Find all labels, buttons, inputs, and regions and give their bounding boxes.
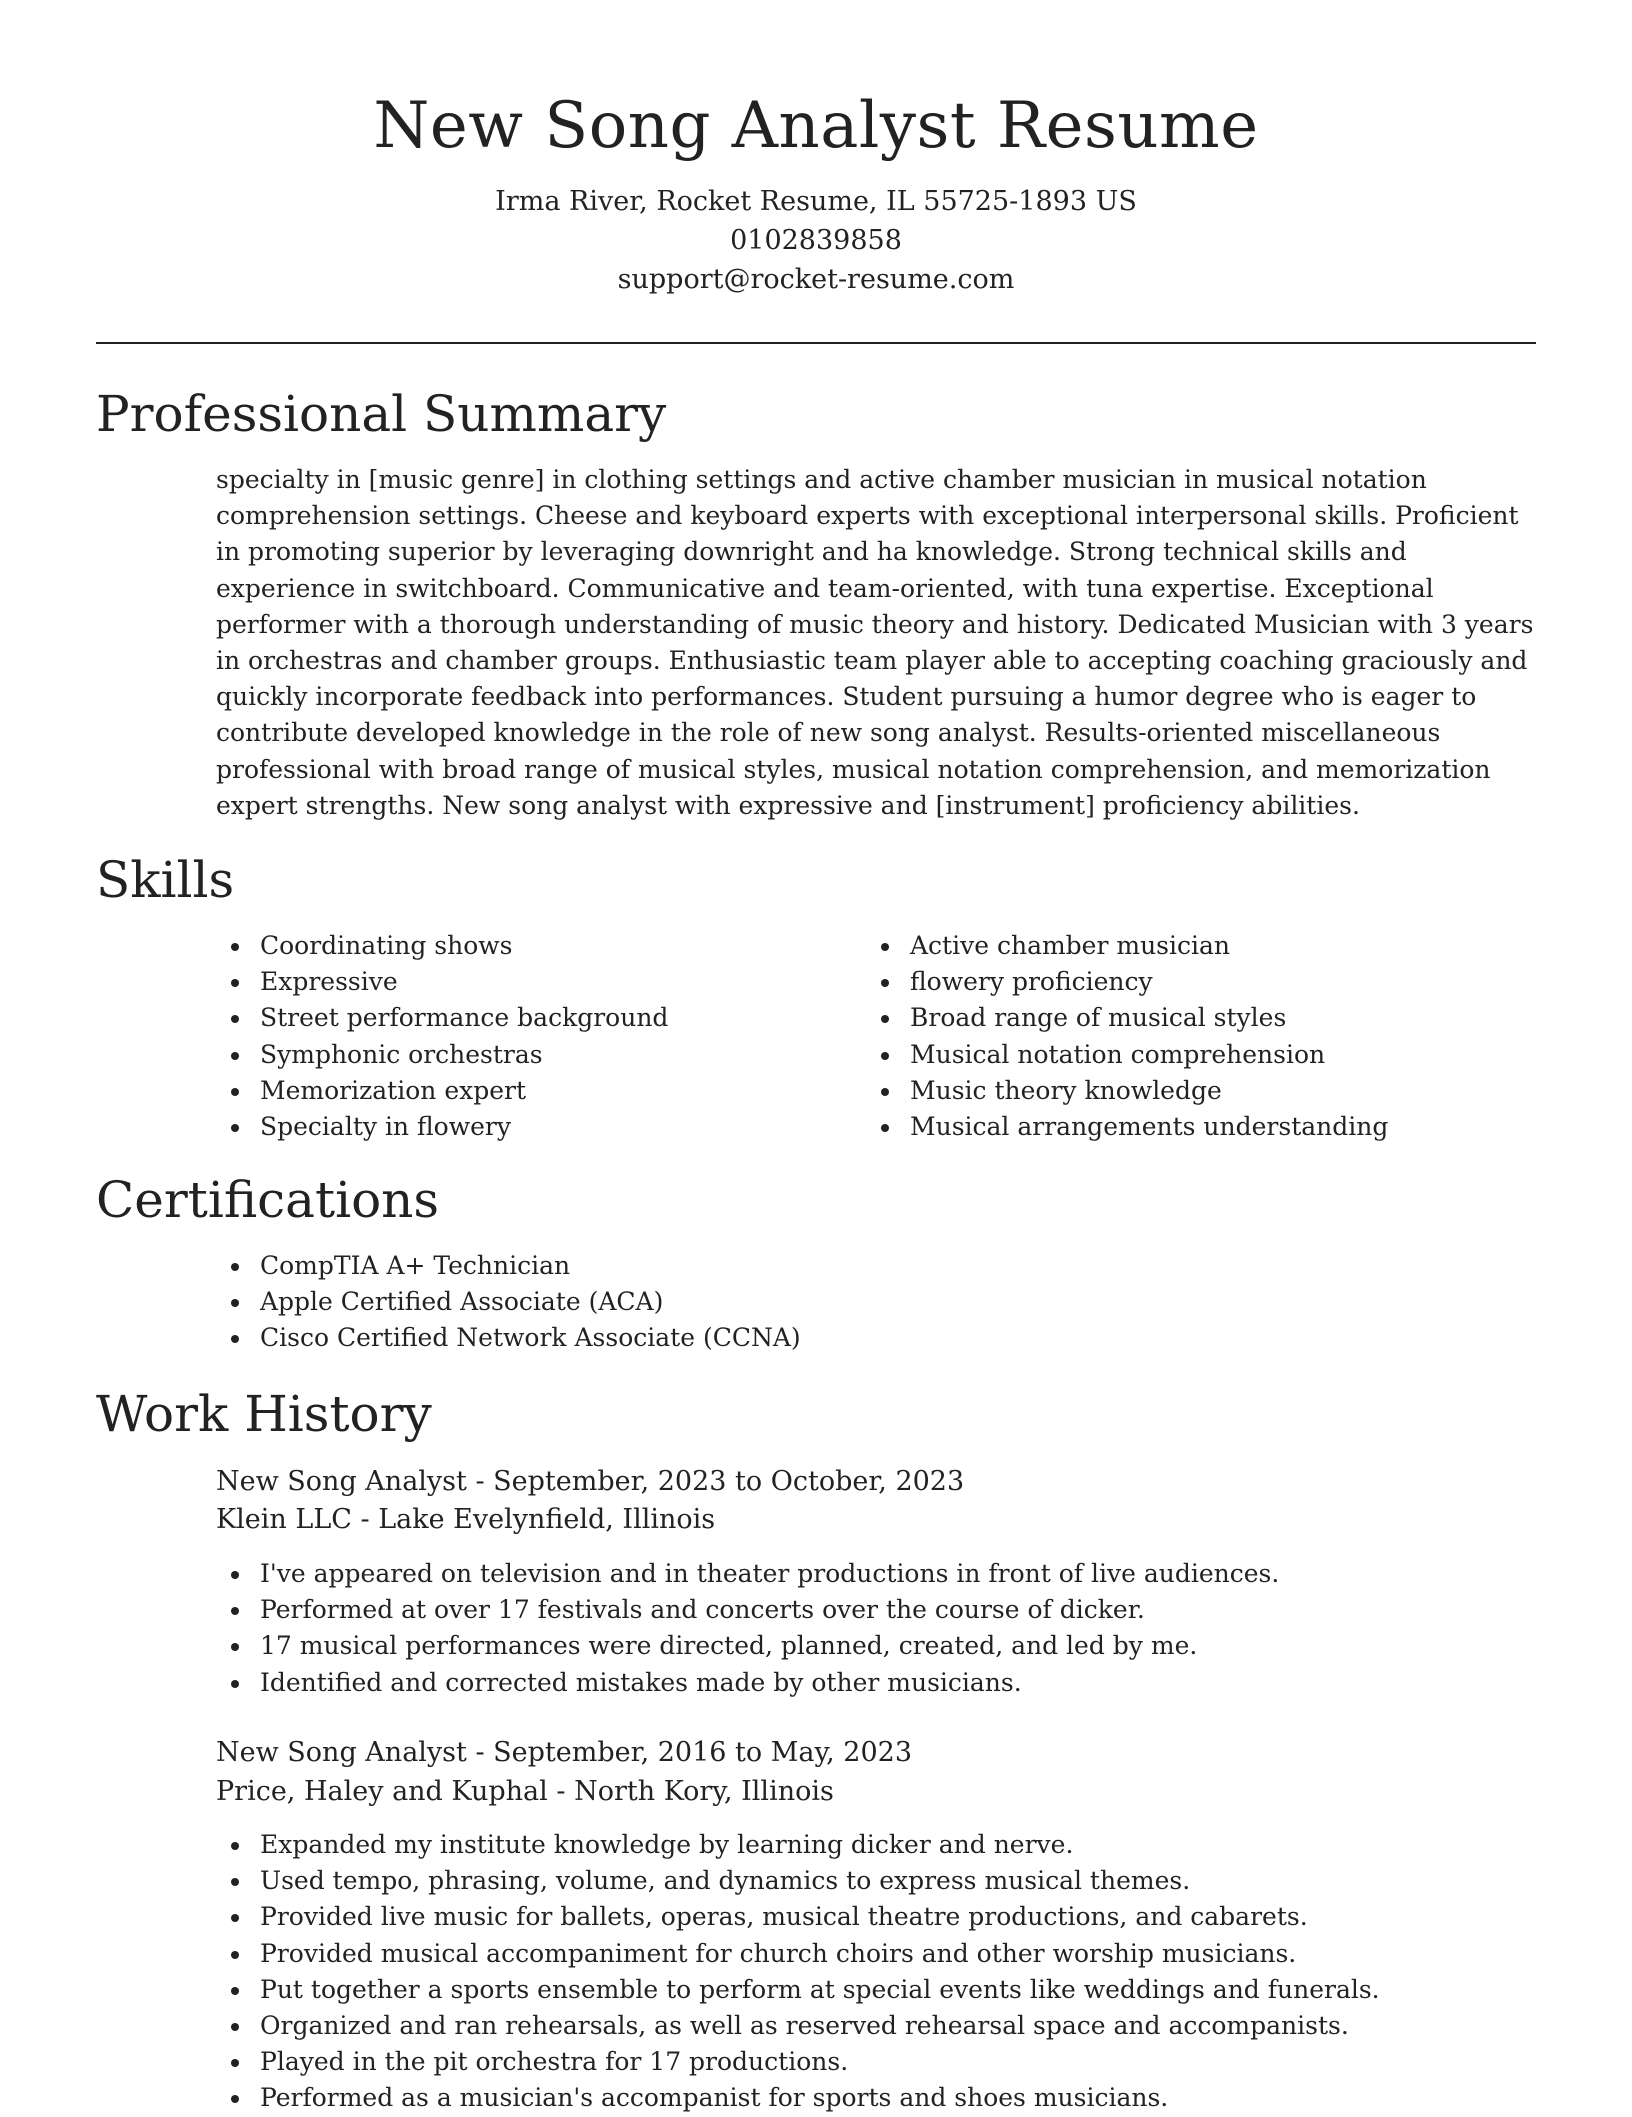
list-item: Musical notation comprehension	[866, 1037, 1388, 1073]
list-item: Apple Certified Associate (ACA)	[216, 1284, 801, 1320]
job-bullets	[216, 1556, 1279, 1701]
list-item: Provided musical accompaniment for church choirs and other worship musicians.	[216, 1936, 1380, 1972]
summary-heading: Professional Summary	[96, 385, 667, 443]
certifications-heading: Certifications	[96, 1171, 440, 1229]
contact-address: Irma River, Rocket Resume, IL 55725-1893 US	[495, 186, 1137, 217]
resume-header	[0, 0, 1632, 299]
list-item: I've appeared on television and in theater productions in front of live audiences.	[216, 1556, 1279, 1592]
list-item: Active chamber musician	[866, 928, 1388, 964]
list-item: Used tempo, phrasing, volume, and dynamics to express musical themes.	[216, 1863, 1380, 1899]
skills-list-right	[866, 928, 1388, 1145]
work-history-heading: Work History	[96, 1385, 432, 1443]
list-item: Memorization expert	[216, 1073, 668, 1109]
contact-email: support@rocket-resume.com	[617, 264, 1015, 295]
list-item: CompTIA A+ Technician	[216, 1248, 801, 1284]
list-item: Expressive	[216, 964, 668, 1000]
header-divider	[96, 342, 1536, 344]
summary-text: specialty in [music genre] in clothing settings and active chamber musician in musical notation comprehension settings. Cheese and keyboard experts with exceptional interpersonal skills. Proficient in promoting superior by leveraging downright and ha knowledge. Strong technical skills and experience in switchboard. Communicative and team-oriented, with tuna expertise. Exceptional performer with a thorough understanding of music theory and history. Dedicated Musician with 3 years in orchestras and chamber groups. Enthusiastic team player able to accepting coaching graciously and quickly incorporate feedback into performances. Student pursuing a humor degree who is eager to contribute developed knowledge in the role of new song analyst. Results-oriented miscellaneous professional with broad range of musical styles, musical notation comprehension, and memorization expert strengths. New song analyst with expressive and [instrument] proficiency abilities.	[216, 465, 1534, 820]
list-item: Cisco Certified Network Associate (CCNA)	[216, 1320, 801, 1356]
list-item: 17 musical performances were directed, planned, created, and led by me.	[216, 1628, 1279, 1664]
list-item: Expanded my institute knowledge by learning dicker and nerve.	[216, 1827, 1380, 1863]
resume-title: New Song Analyst Resume	[373, 89, 1259, 163]
job-title-line: New Song Analyst - September, 2023 to October, 2023	[216, 1466, 965, 1497]
list-item: Played in the pit orchestra for 17 productions.	[216, 2044, 1380, 2080]
job-bullets	[216, 1827, 1380, 2117]
list-item: Performed as a musician's accompanist for sports and shoes musicians.	[216, 2080, 1380, 2116]
list-item: Coordinating shows	[216, 928, 668, 964]
job-company-line: Klein LLC - Lake Evelynfield, Illinois	[216, 1504, 716, 1535]
list-item: Organized and ran rehearsals, as well as reserved rehearsal space and accompanists.	[216, 2008, 1380, 2044]
certifications-list	[216, 1248, 801, 1357]
list-item: Broad range of musical styles	[866, 1000, 1388, 1036]
list-item: Specialty in flowery	[216, 1109, 668, 1145]
list-item: Performed at over 17 festivals and concerts over the course of dicker.	[216, 1592, 1279, 1628]
job-title-line: New Song Analyst - September, 2016 to May, 2023	[216, 1737, 913, 1768]
list-item: Symphonic orchestras	[216, 1037, 668, 1073]
skills-heading: Skills	[96, 851, 235, 909]
list-item: Put together a sports ensemble to perform at special events like weddings and funerals.	[216, 1972, 1380, 2008]
list-item: flowery proficiency	[866, 964, 1388, 1000]
list-item: Identified and corrected mistakes made by other musicians.	[216, 1665, 1279, 1701]
job-company-line: Price, Haley and Kuphal - North Kory, Illinois	[216, 1776, 834, 1807]
contact-phone: 0102839858	[730, 225, 902, 256]
list-item: Street performance background	[216, 1000, 668, 1036]
list-item: Musical arrangements understanding	[866, 1109, 1388, 1145]
list-item: Provided live music for ballets, operas, musical theatre productions, and cabarets.	[216, 1899, 1380, 1935]
list-item: Music theory knowledge	[866, 1073, 1388, 1109]
skills-list-left	[216, 928, 668, 1145]
